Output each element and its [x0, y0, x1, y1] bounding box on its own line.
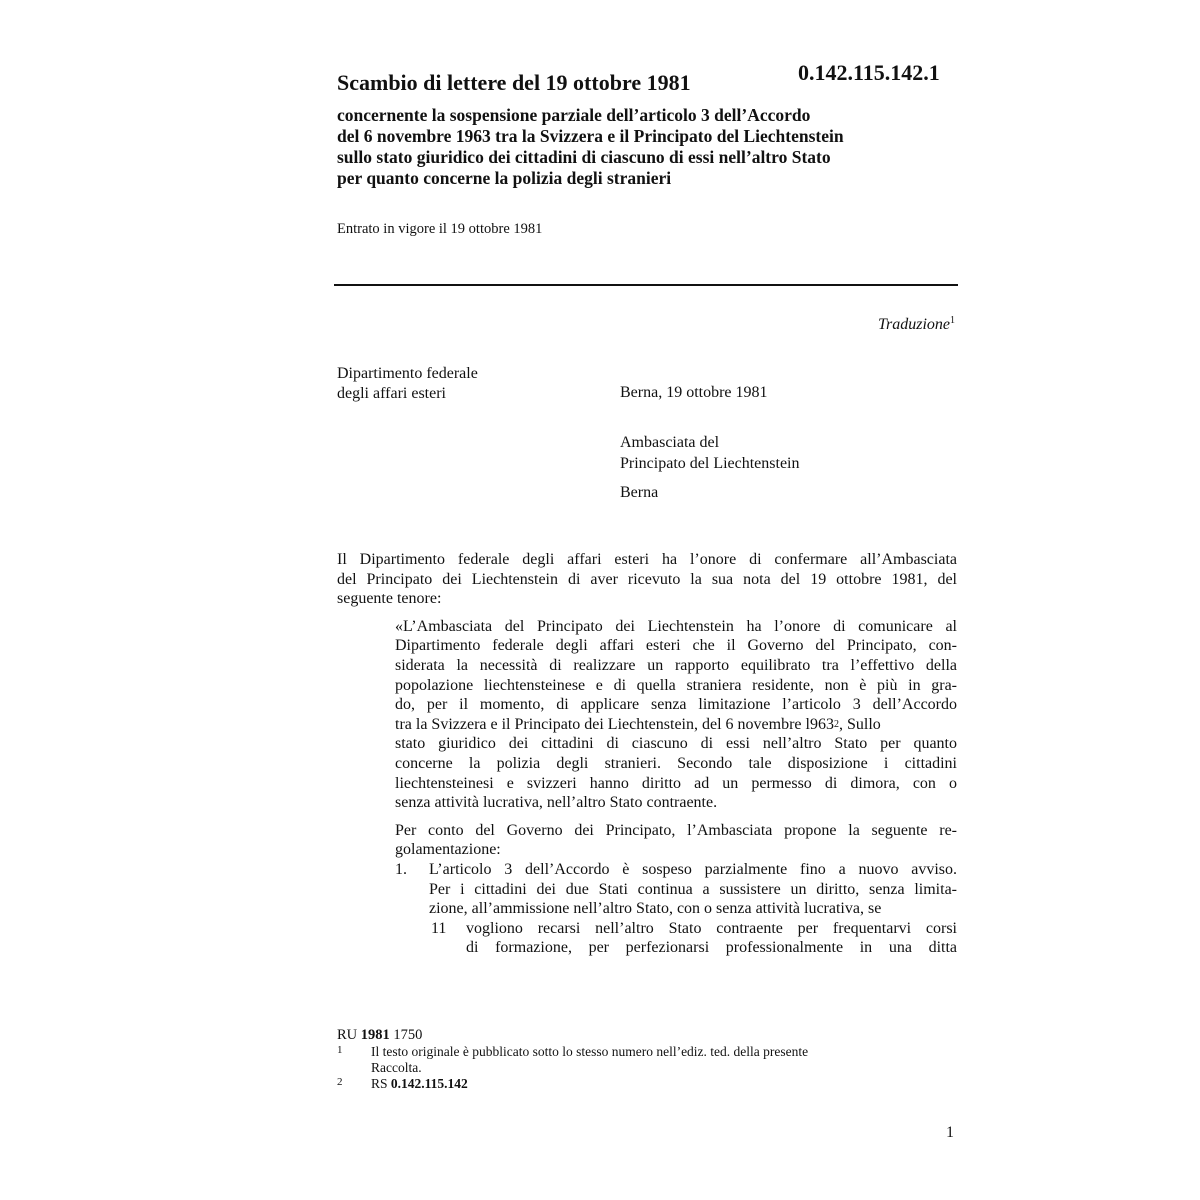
quote-line: «L’Ambasciata del Principato dei Liechtenstein ha l’onore di comunicare al: [395, 617, 957, 635]
quote-line: popolazione liechtensteinese e di quella straniera residente, non è più in gra-: [395, 676, 957, 694]
body-line: Il Dipartimento federale degli affari esteri ha l’onore di confermare all’Ambasciata: [337, 551, 957, 568]
page-number: 1: [946, 1124, 954, 1141]
footnote-ref[interactable]: 1: [950, 315, 955, 326]
translation-label: [878, 316, 955, 334]
subtitle-line: sullo stato giuridico dei cittadini di ciascuno di essi nell’altro Stato: [337, 147, 831, 167]
recipient-line: Ambasciata del: [620, 434, 720, 451]
footnote-mark: 2: [337, 1076, 343, 1088]
footnote-line: Raccolta.: [371, 1060, 422, 1075]
subtitle: [337, 105, 957, 189]
footnote-ref[interactable]: 2: [833, 718, 839, 730]
subtitle-line: concernente la sospensione parziale dell’articolo 3 dell’Accordo: [337, 105, 811, 125]
ru-page: 1750: [393, 1027, 423, 1043]
horizontal-divider: [334, 284, 958, 286]
list-item-line: zione, all’ammissione nell’altro Stato, con o senza attività lucrativa, se: [429, 900, 882, 918]
sub-list-item-number: 11: [431, 919, 447, 937]
sub-list-item-line: di formazione, per perfezionarsi professionalmente in una ditta: [466, 939, 957, 957]
proposal-line: Per conto del Governo dei Principato, l’Ambasciata propone la seguente re-: [395, 821, 957, 839]
quote-line: senza attività lucrativa, nell’altro Stato contraente.: [395, 794, 718, 812]
quote-line: siderata la necessità di realizzare un rapporto equilibrato tra l’effettivo della: [395, 656, 957, 674]
letter-sender: [337, 364, 478, 404]
entry-into-force: Entrato in vigore il 19 ottobre 1981: [337, 221, 543, 237]
quote-line: liechtensteinesi e svizzeri hanno diritto ad un permesso di dimora, con o: [395, 774, 957, 792]
list-item-number: 1.: [395, 860, 407, 878]
quoted-note: [337, 617, 957, 860]
quote-text: tra la Svizzera e il Principato dei Liechtenstein, del 6 novembre l963: [395, 715, 834, 733]
footnote-link[interactable]: 0.142.115.142: [390, 1076, 468, 1091]
body-line: seguente tenore:: [337, 590, 442, 608]
footnote-2: [337, 1076, 937, 1092]
footnote-line: [371, 1076, 937, 1092]
ru-prefix: RU: [337, 1027, 358, 1043]
letter-place-date: Berna, 19 ottobre 1981: [620, 384, 768, 401]
proposal-line: golamentazione:: [395, 841, 501, 859]
official-compilation-ref: [337, 1027, 937, 1044]
sender-line: degli affari esteri: [337, 385, 446, 402]
footnote-1: [337, 1044, 937, 1076]
quote-line: Dipartimento federale degli affari esteri che il Governo del Principato, con-: [395, 637, 957, 655]
footnote-line: Il testo originale è pubblicato sotto lo stesso numero nell’ediz. ted. della presente: [371, 1044, 809, 1059]
sub-list-item: [337, 919, 957, 958]
list-item-line: Per i cittadini dei due Stati continua a sussistere un diritto, senza limita-: [429, 880, 957, 898]
letter-recipient: [620, 432, 800, 474]
quote-line: stato giuridico dei cittadini di ciascuno di essi nell’altro Stato per quanto: [395, 735, 957, 753]
sr-number: 0.142.115.142.1: [798, 60, 940, 85]
sender-line: Dipartimento federale: [337, 365, 478, 382]
body-line: del Principato dei Liechtenstein di aver ricevuto la sua nota del 19 ottobre 1981, del: [337, 570, 957, 588]
quote-line: [395, 715, 957, 735]
ru-year: 1981: [360, 1027, 390, 1043]
list-item-line: L’articolo 3 dell’Accordo è sospeso parzialmente fino a nuovo avviso.: [429, 860, 957, 878]
quote-text: , Sullo: [838, 715, 881, 733]
letter-body: [337, 550, 957, 958]
translation-text: Traduzione: [877, 316, 950, 333]
quote-line: concerne la polizia degli stranieri. Secondo tale disposizione i cittadini: [395, 754, 957, 772]
footnote-prefix: RS: [371, 1076, 388, 1091]
page-title: Scambio di lettere del 19 ottobre 1981: [337, 70, 691, 95]
quote-line: do, per il momento, di applicare senza limitazione l’articolo 3 dell’Accordo: [395, 696, 957, 714]
page-footer: [337, 1027, 937, 1092]
subtitle-line: del 6 novembre 1963 tra la Svizzera e il Principato del Liechtenstein: [337, 126, 844, 146]
sub-list-item-line: vogliono recarsi nell’altro Stato contraente per frequentarvi corsi: [466, 919, 957, 937]
recipient-city: Berna: [620, 484, 659, 501]
footnote-mark: 1: [337, 1044, 343, 1056]
list-item: [337, 860, 957, 919]
recipient-line: Principato del Liechtenstein: [620, 455, 800, 472]
subtitle-line: per quanto concerne la polizia degli stranieri: [337, 168, 672, 188]
